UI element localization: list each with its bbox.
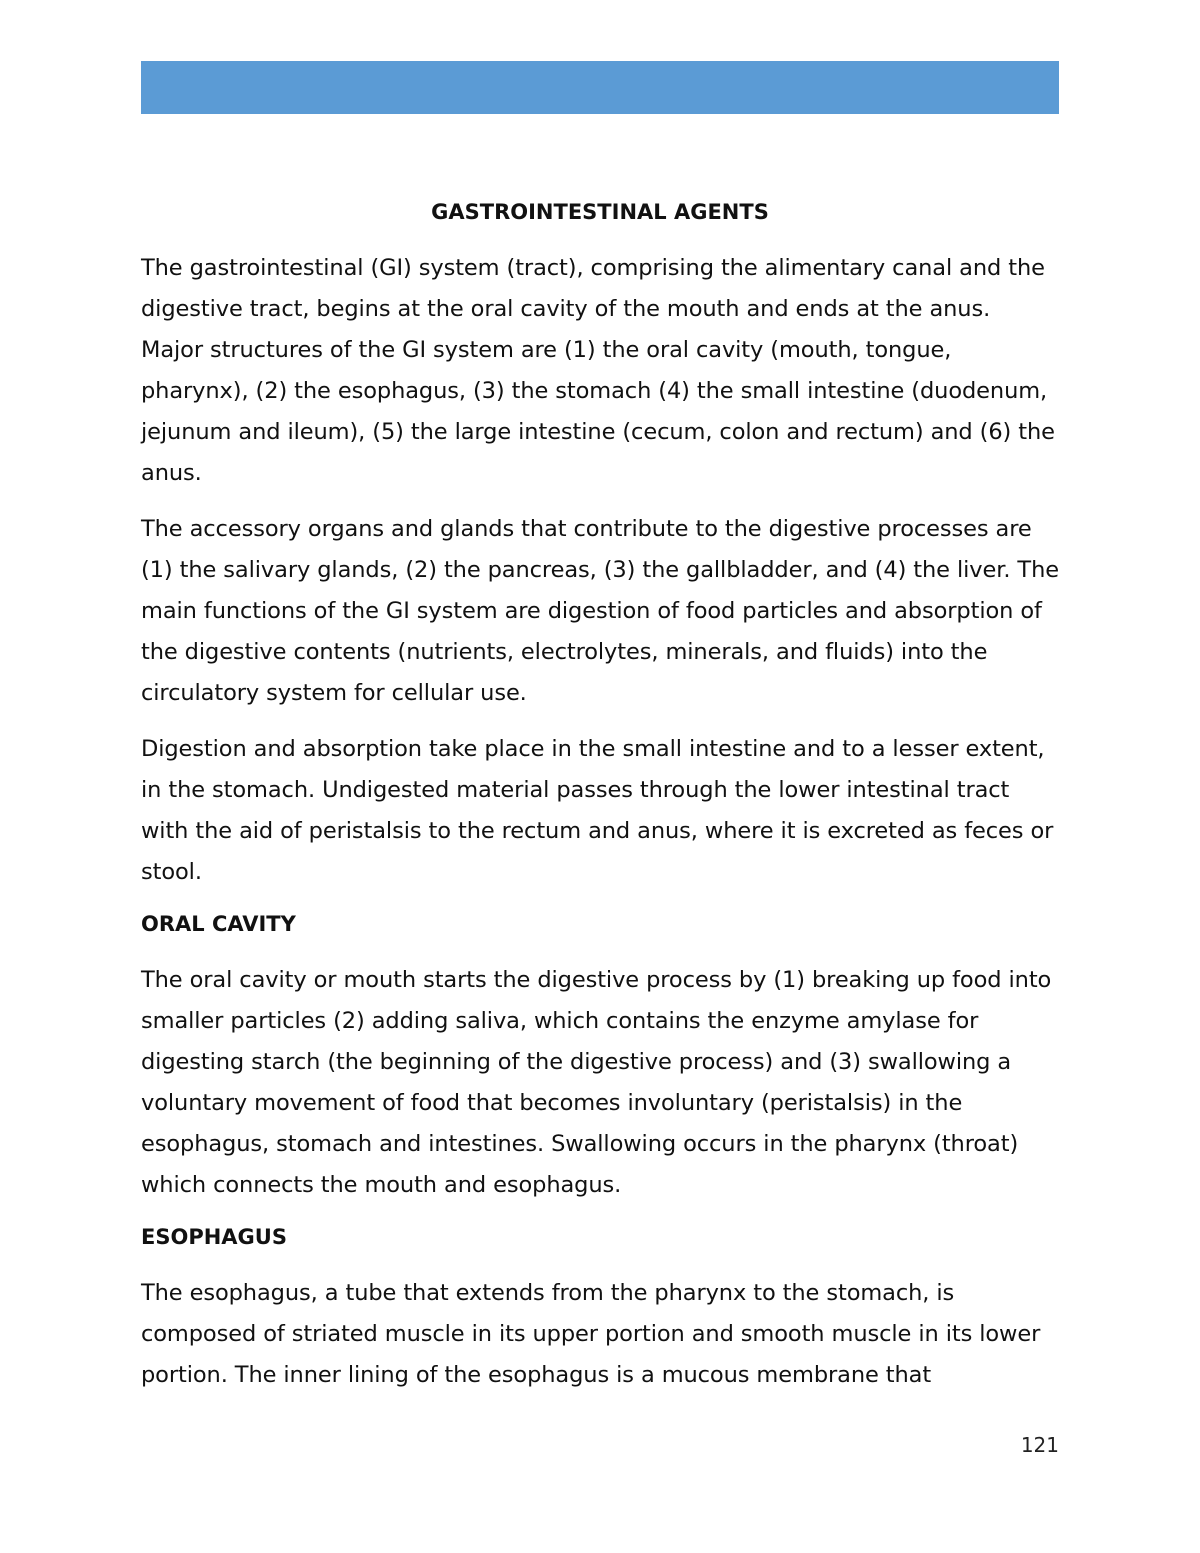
esophagus-paragraph: The esophagus, a tube that extends from the pharynx to the stomach, is composed of striated muscle in its upper portion and smooth muscle in its lower portion. The inner lining of the esophagus is a mucous membrane that [141, 1280, 1041, 1388]
digestion-paragraph: Digestion and absorption take place in the small intestine and to a lesser extent, in the stomach. Undigested material passes through the lower intestinal tract with the aid of peristalsis to the rectum and anus, where it is excreted as feces or stool. [141, 736, 1054, 885]
header-bar [141, 61, 1059, 114]
oral-cavity-heading: ORAL CAVITY [141, 912, 296, 936]
page-title: GASTROINTESTINAL AGENTS [431, 200, 769, 224]
intro-paragraph: The gastrointestinal (GI) system (tract), comprising the alimentary canal and the digestive tract, begins at the oral cavity of the mouth and ends at the anus. Major structures of the GI system are (1) the oral cavity (mouth, tongue, pharynx), (2) the esophagus, (3) the stomach (4) the small intestine (duodenum, jejunum and ileum), (5) the large intestine (cecum, colon and rectum) and (6) the anus. [141, 255, 1055, 486]
page-number: 121 [1020, 1433, 1059, 1457]
esophagus-heading: ESOPHAGUS [141, 1225, 287, 1249]
oral-cavity-paragraph: The oral cavity or mouth starts the digestive process by (1) breaking up food into smaller particles (2) adding saliva, which contains the enzyme amylase for digesting starch (the beginning of the digestive process) and (3) swallowing a voluntary movement of food that becomes involuntary (peristalsis) in the esophagus, stomach and intestines. Swallowing occurs in the pharynx (throat) which connects the mouth and esophagus. [141, 967, 1052, 1198]
page-content [141, 196, 1059, 1411]
accessory-organs-paragraph: The accessory organs and glands that contribute to the digestive processes are (1) the salivary glands, (2) the pancreas, (3) the gallbladder, and (4) the liver. The main functions of the GI system are digestion of food particles and absorption of the digestive contents (nutrients, electrolytes, minerals, and fluids) into the circulatory system for cellular use. [141, 516, 1059, 706]
